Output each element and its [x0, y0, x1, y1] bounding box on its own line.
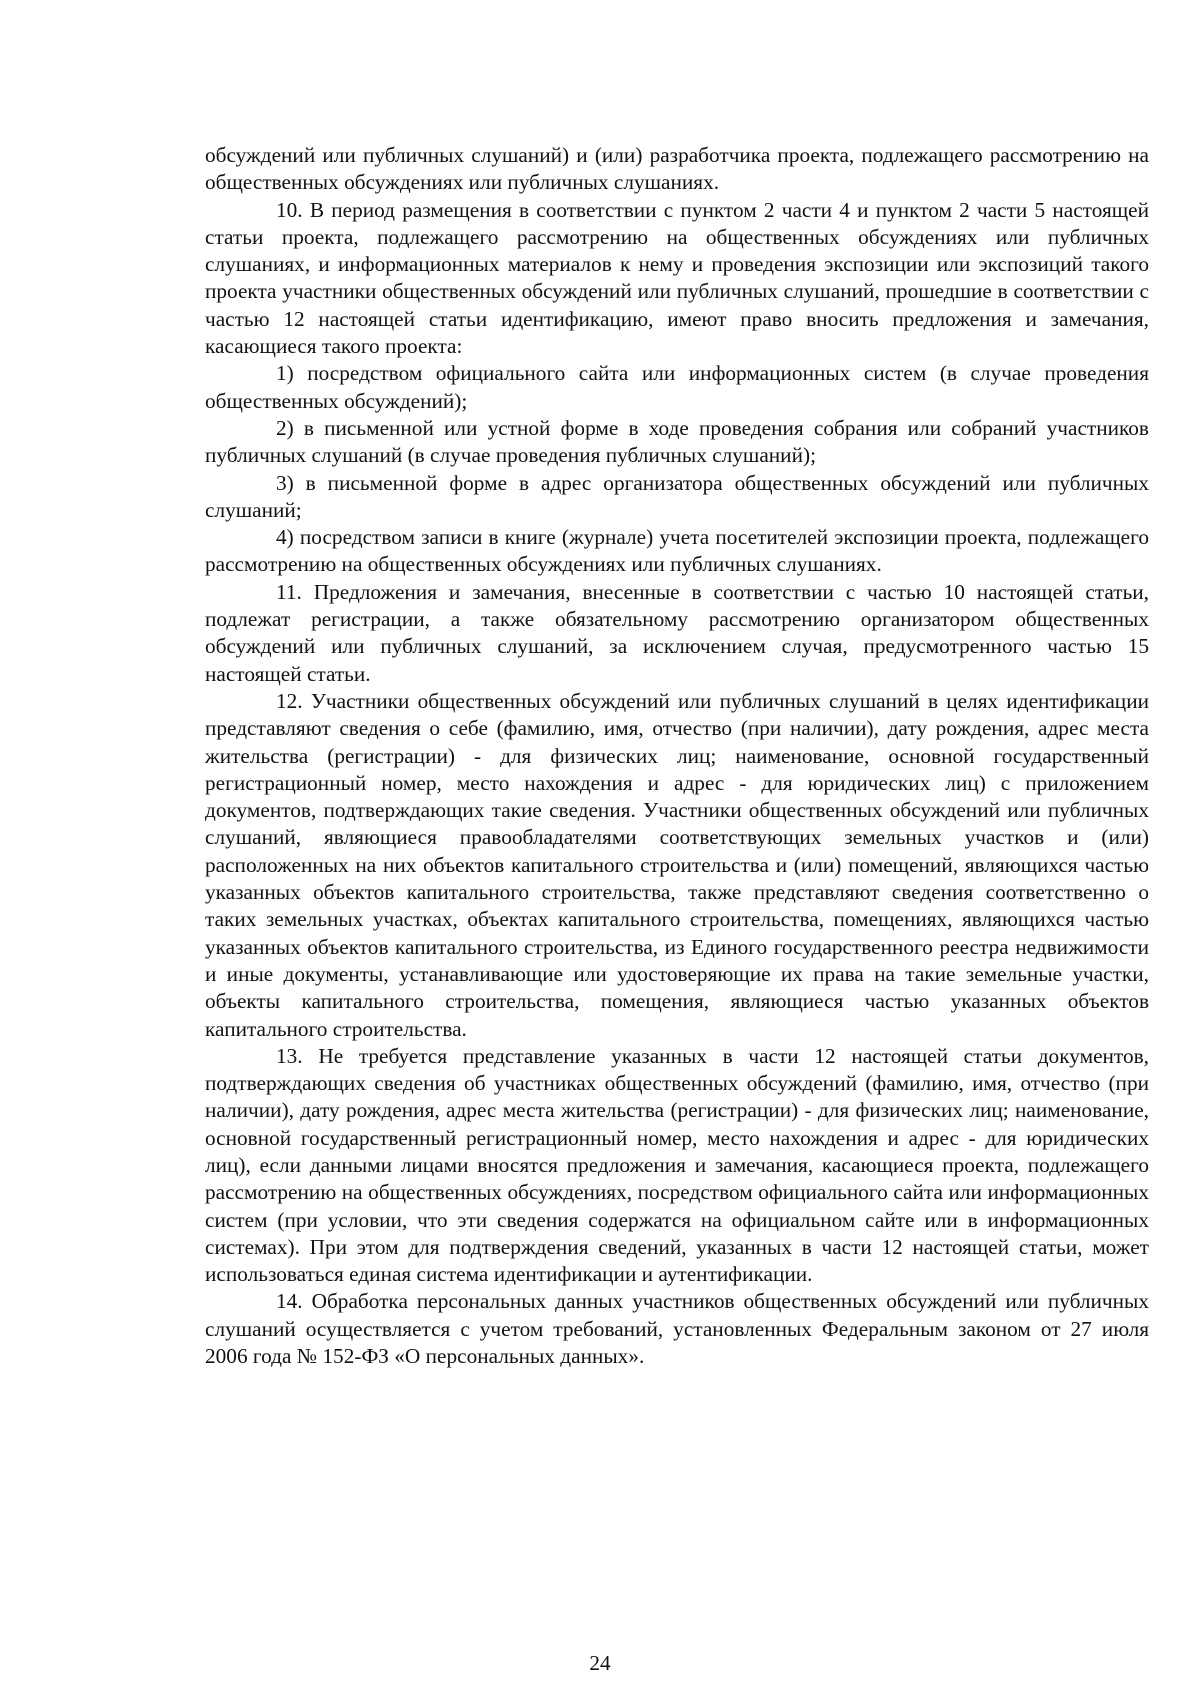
paragraph-subitem-3: 3) в письменной форме в адрес организатора общественных обсуждений или публичных слушаний; — [205, 470, 1149, 522]
paragraph-subitem-4: 4) посредством записи в книге (журнале) учета посетителей экспозиции проекта, подлежащего рассмотрению на общественных обсуждениях или публичных слушаниях. — [205, 525, 1149, 577]
paragraph-subitem-2: 2) в письменной или устной форме в ходе проведения собрания или собраний участников публичных слушаний (в случае проведения публичных слушаний); — [205, 415, 1149, 468]
paragraph-item-13: 13. Не требуется представление указанных в части 12 настоящей статьи документов, подтверждающих сведения об участниках общественных обсуждений (фамилию, имя, отчество (при наличии), дату рождения, адрес места жительства (регистрации) - для физических лиц; наименование, основной государственный регистрационный номер, место нахождения и адрес - для юридических лиц), если данными лицами вносятся предложения и замечания, касающиеся проекта, подлежащего рассмотрению на общественных обсуждениях, посредством официального сайта или информационных систем (при условии, что эти сведения содержатся на официальном сайте или в информационных системах). При этом для подтверждения сведений, указанных в части 12 настоящей статьи, может использоваться единая система идентификации и аутентификации. — [205, 1043, 1149, 1287]
paragraph-item-12: 12. Участники общественных обсуждений или публичных слушаний в целях идентификации представляют сведения о себе (фамилию, имя, отчество (при наличии), дату рождения, адрес места жительства (регистрации) - для физических лиц; наименование, основной государственный регистрационный номер, место нахождения и адрес - для юридических лиц) с приложением документов, подтверждающих такие сведения. Участники общественных обсуждений или публичных слушаний, являющиеся правообладателями соответствующих земельных участков и (или) расположенных на них объектов капитального строительства и (или) помещений, являющихся частью указанных объектов капитального строительства, также представляют сведения соответственно о таких земельных участках, объектах капитального строительства, помещениях, являющихся частью указанных объектов капитального строительства, из Единого государственного реестра недвижимости и иные документы, устанавливающие или удостоверяющие их права на такие земельные участки, объекты капитального строительства, помещения, являющиеся частью указанных объектов капитального строительства. — [205, 688, 1149, 1041]
paragraph-subitem-1: 1) посредством официального сайта или информационных систем (в случае проведения общественных обсуждений); — [205, 361, 1149, 413]
paragraph-item-11: 11. Предложения и замечания, внесенные в соответствии с частью 10 настоящей статьи, подлежат регистрации, а также обязательному рассмотрению организатором общественных обсуждений или публичных слушаний, за исключением случая, предусмотренного частью 15 настоящей статьи. — [205, 579, 1149, 686]
paragraph-continuation: обсуждений или публичных слушаний) и (или) разработчика проекта, подлежащего рассмотрению на общественных обсуждениях или публичных слушаниях. — [205, 143, 1149, 195]
document-body — [205, 142, 1149, 1370]
paragraph-item-14: 14. Обработка персональных данных участников общественных обсуждений или публичных слушаний осуществляется с учетом требований, установленных Федеральным законом от 27 июля 2006 года № 152-ФЗ «О персональных данных». — [205, 1289, 1149, 1369]
paragraph-item-10: 10. В период размещения в соответствии с пунктом 2 части 4 и пунктом 2 части 5 настоящей статьи проекта, подлежащего рассмотрению на общественных обсуждениях или публичных слушаниях, и информационных материалов к нему и проведения экспозиции или экспозиций такого проекта участники общественных обсуждений или публичных слушаний, прошедшие в соответствии с частью 12 настоящей статьи идентификацию, имеют право вносить предложения и замечания, касающиеся такого проекта: — [205, 197, 1149, 359]
page-number: 24 — [589, 1651, 611, 1675]
